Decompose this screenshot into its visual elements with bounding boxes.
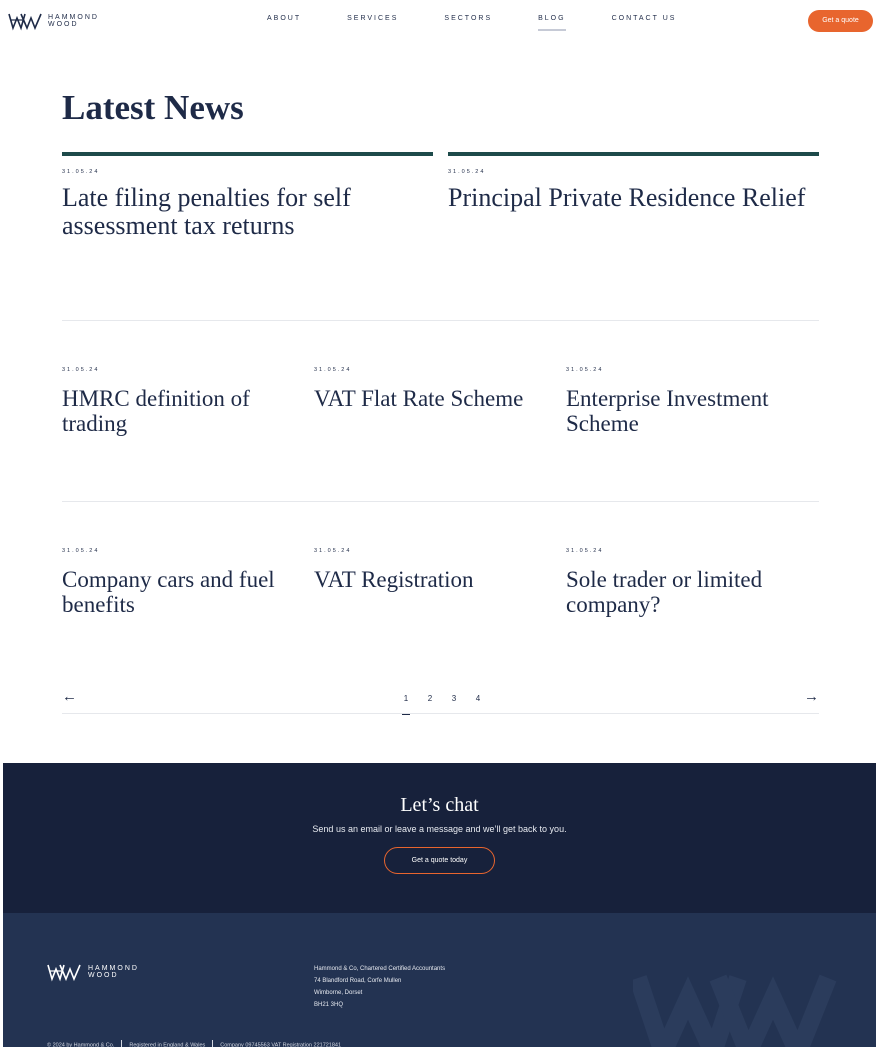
logo-text-line1: HAMMOND [88,965,139,972]
chat-title: Let’s chat [400,794,479,816]
logo-mark-icon [8,11,44,31]
main-nav [267,15,722,30]
article-card[interactable] [62,548,292,617]
divider [62,320,819,321]
article-card[interactable] [62,367,292,436]
site-footer [3,913,876,1047]
page-1[interactable]: 1 [403,694,409,703]
get-quote-today-button[interactable]: Get a quote today [384,847,495,874]
article-title[interactable]: Company cars and fuel benefits [62,567,275,617]
article-title[interactable]: VAT Flat Rate Scheme [314,386,524,411]
article-title[interactable]: Sole trader or limited company? [566,567,763,617]
article-date: 31.05.24 [62,548,100,554]
logo-mark-icon [47,962,83,982]
legal-bar [47,1040,341,1047]
article-date: 31.05.24 [566,548,604,554]
chat-text: Send us an email or leave a message and we’ll get back to you. [312,824,567,834]
article-date: 31.05.24 [62,169,100,175]
article-title[interactable]: HMRC definition of trading [62,386,250,436]
pagination [62,688,819,714]
logo-text-line1: HAMMOND [48,14,99,21]
footer-address [314,963,445,1011]
article-date: 31.05.24 [314,367,352,373]
article-title[interactable]: Principal Private Residence Relief [448,183,806,212]
nav-contact[interactable]: CONTACT US [611,15,677,22]
article-date: 31.05.24 [448,169,486,175]
nav-blog[interactable]: BLOG [538,15,565,30]
article-card[interactable] [314,548,544,592]
nav-services[interactable]: SERVICES [347,15,399,22]
article-card[interactable] [566,548,796,617]
page-title: Latest News [62,88,244,127]
logo-text-line2: WOOD [48,21,79,28]
chat-section [3,763,876,913]
logo-watermark-icon [633,968,876,1047]
article-date: 31.05.24 [62,367,100,373]
nav-sectors[interactable]: SECTORS [444,15,493,22]
copyright: © 2024 by Hammond & Co. [47,1042,115,1047]
address-line: Hammond & Co, Chartered Certified Accountants [314,966,446,972]
article-card[interactable] [566,367,796,436]
company-number: Company 09745563 VAT Registration 221721841 [220,1042,342,1047]
article-date: 31.05.24 [566,367,604,373]
article-date: 31.05.24 [314,548,352,554]
article-card[interactable] [314,367,544,411]
article-title[interactable]: Enterprise Investment Scheme [566,386,769,436]
featured-article[interactable] [62,152,433,240]
site-header [0,0,880,44]
arrow-right-icon[interactable]: → [804,688,819,705]
divider [62,501,819,502]
page-2[interactable]: 2 [427,694,433,703]
article-title[interactable]: VAT Registration [314,567,474,592]
page-list [402,694,482,703]
featured-article[interactable] [448,152,819,212]
page-4[interactable]: 4 [475,694,481,703]
address-line: Wimborne, Dorset [314,990,363,996]
arrow-left-icon[interactable]: ← [62,688,77,705]
page-3[interactable]: 3 [451,694,457,703]
logo[interactable] [8,11,99,31]
article-title[interactable]: Late filing penalties for self assessment tax returns [62,183,351,240]
registration: Registered in England & Wales [129,1042,206,1047]
address-line: 74 Blandford Road, Corfe Mullen [314,978,402,984]
nav-about[interactable]: ABOUT [267,15,302,22]
logo-text-line2: WOOD [88,972,119,979]
address-line: BH21 3HQ [314,1002,344,1008]
get-quote-button[interactable]: Get a quote [808,10,873,32]
footer-logo[interactable] [47,962,139,982]
